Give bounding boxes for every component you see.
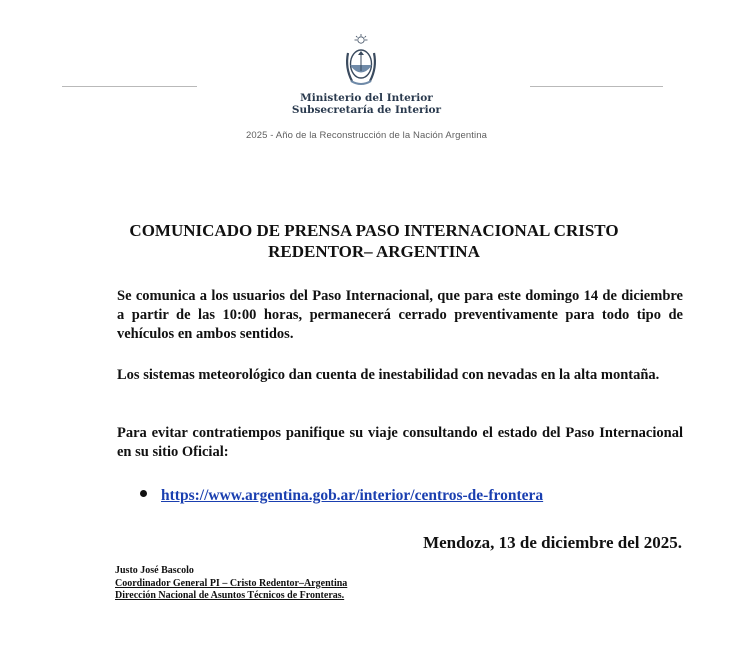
ministry-heading <box>0 92 733 116</box>
argentina-coat-of-arms-icon <box>342 33 380 91</box>
paragraph-weather: Los sistemas meteorológico dan cuenta de inestabilidad con nevadas en la alta montaña. <box>117 367 660 383</box>
bullet-icon <box>140 490 147 497</box>
paragraph-plan-trip: Para evitar contratiempos panifique su viaje consultando el estado del Paso Internacional en su sitio Oficial: <box>117 425 683 460</box>
date-line: Mendoza, 13 de diciembre del 2025. <box>423 533 682 552</box>
signatory-position: Coordinador General PI – Cristo Redentor–Argentina <box>115 577 348 589</box>
press-release-title: COMUNICADO DE PRENSA PASO INTERNACIONAL CRISTO REDENTOR– ARGENTINA <box>129 221 619 261</box>
signatory-name: Justo José Bascolo <box>115 565 194 576</box>
subsecretary-name: Subsecretaría de Interior <box>291 104 442 116</box>
official-site-link[interactable]: https://www.argentina.gob.ar/interior/centros-de-frontera <box>161 487 544 504</box>
header-rule-left <box>62 86 197 87</box>
year-motto: 2025 - Año de la Reconstrucción de la Nación Argentina <box>246 130 487 141</box>
paragraph-closure-notice: Se comunica a los usuarios del Paso Internacional, que para este domingo 14 de diciembre a partir de las 10:00 horas, permanecerá cerrado preventivamente para todo tipo de vehículos en ambos sentidos. <box>117 288 683 342</box>
link-list-item <box>140 486 543 506</box>
ministry-name: Ministerio del Interior <box>300 92 433 104</box>
signatory-office: Dirección Nacional de Asuntos Técnicos de Fronteras. <box>115 590 345 601</box>
signature-block <box>115 565 347 603</box>
header-rule-right <box>530 86 663 87</box>
